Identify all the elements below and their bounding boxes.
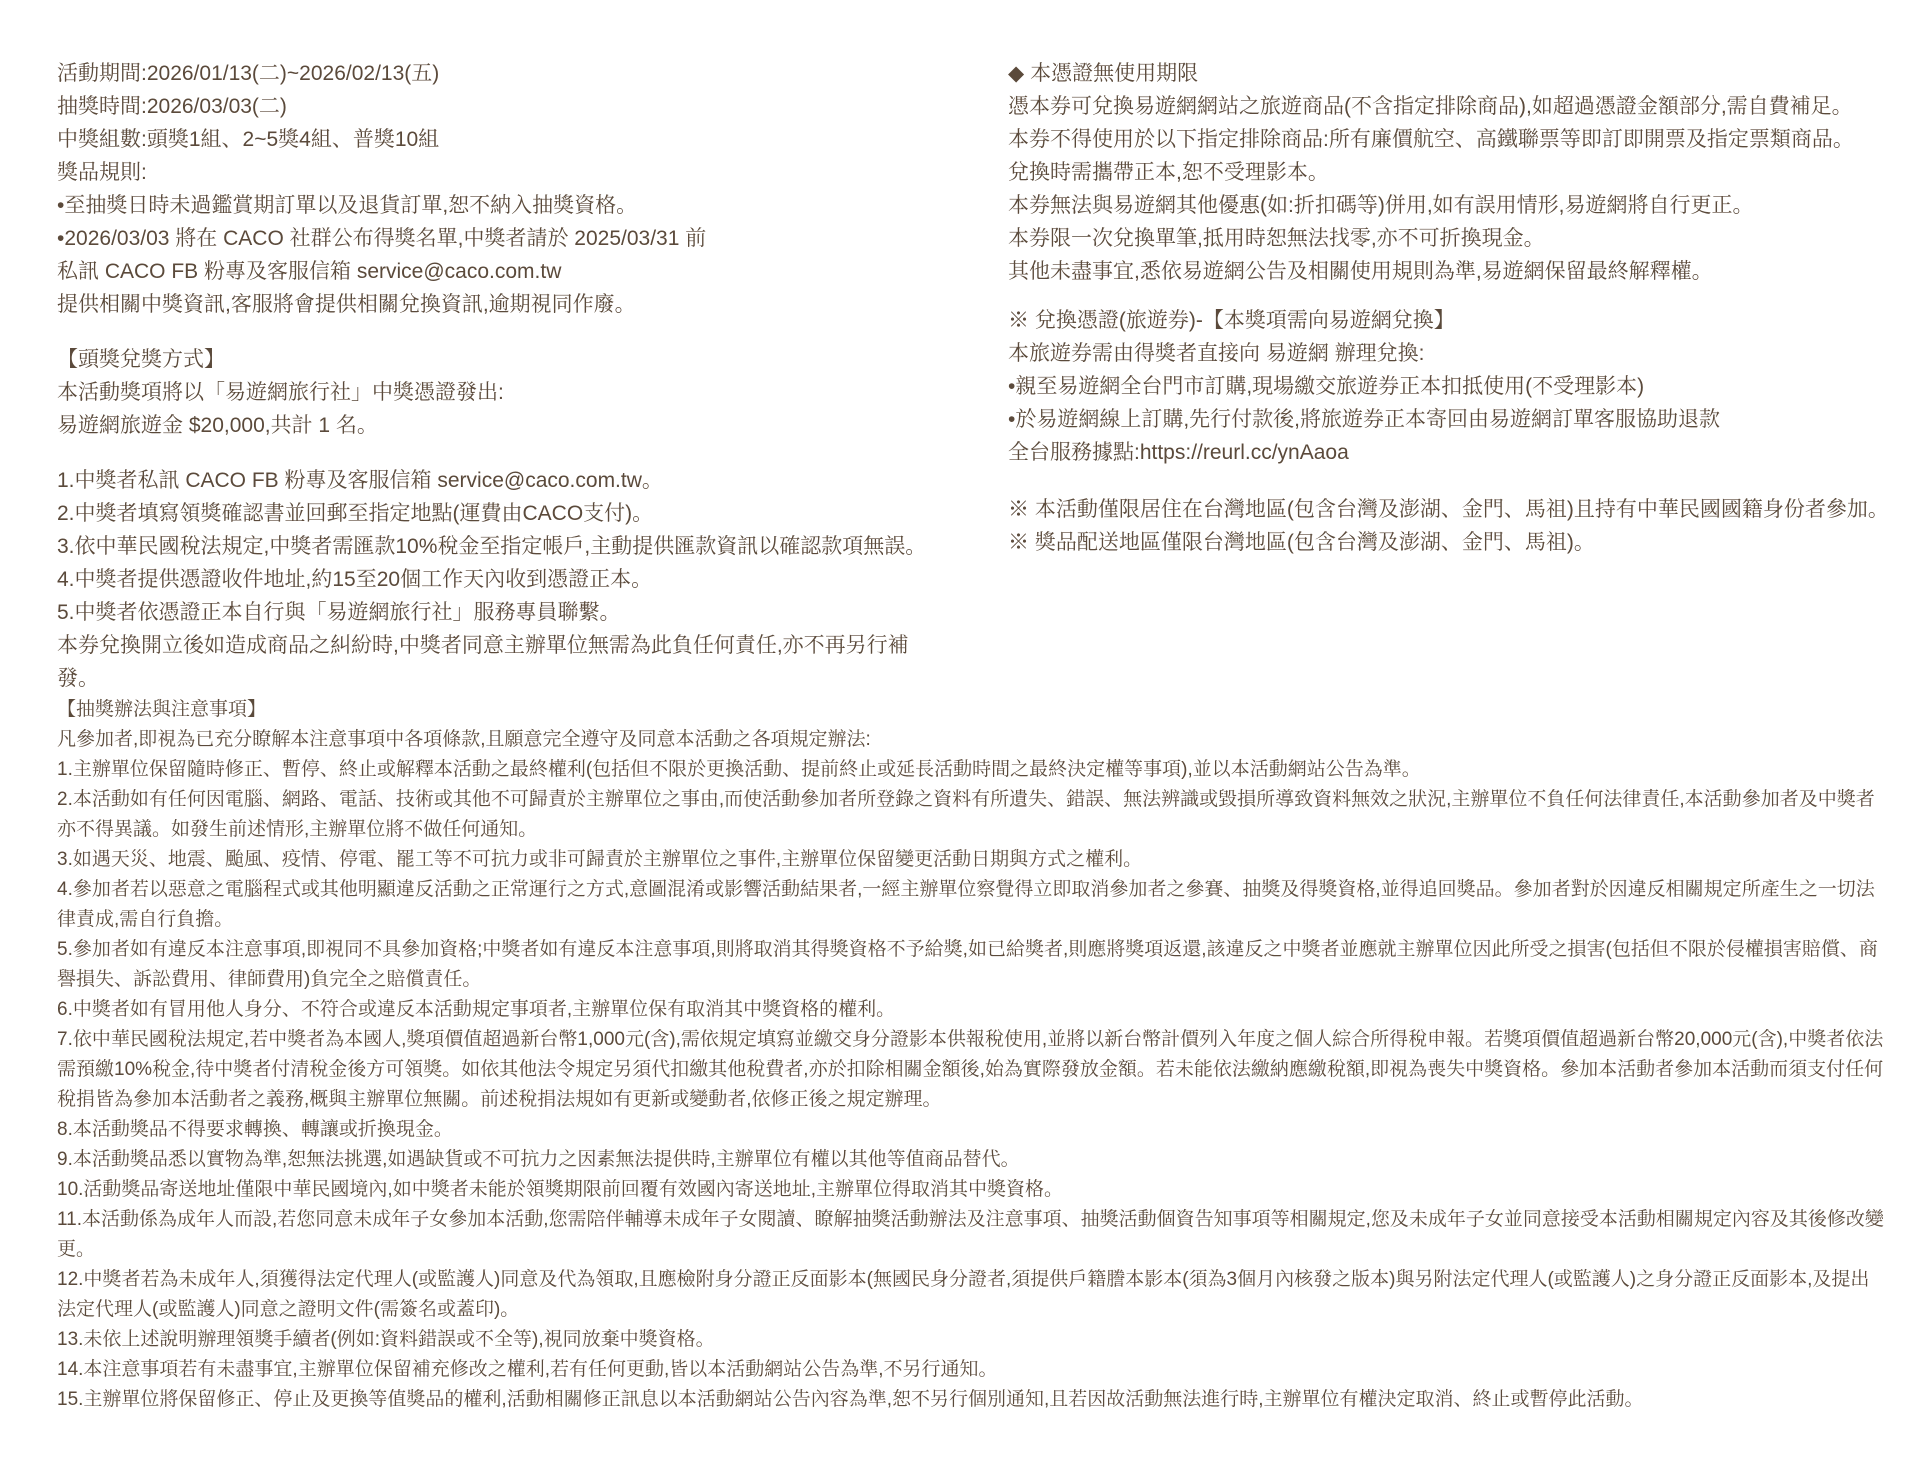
redemption-info-block xyxy=(1008,304,1913,469)
voucher-rule-line: 本券不得使用於以下指定排除商品:所有廉價航空、高鐵聯票等即訂即開票及指定票類商品。 xyxy=(1008,128,1854,151)
region-note-line: ※ 獎品配送地區僅限台灣地區(包含台灣及澎湖、金門、馬祖)。 xyxy=(1008,531,1595,554)
terms-item: 12.中獎者若為未成年人,須獲得法定代理人(或監護人)同意及代為領取,且應檢附身分證正反面影本(無國民身分證者,須提供戶籍謄本影本(須為3個月內核發之版本)與另附法定代理人(或監護人)之身分證正反面影本,及提出法定代理人(或監護人)同意之證明文件(需簽名或蓋印)。 xyxy=(57,1269,1870,1320)
region-note-line: ※ 本活動僅限居住在台灣地區(包含台灣及澎湖、金門、馬祖)且持有中華民國國籍身份者參加。 xyxy=(1008,498,1889,521)
redeem-step-line: 2.中獎者填寫領獎確認書並回郵至指定地點(運費由CACO支付)。 xyxy=(57,502,654,525)
redemption-line: 本旅遊券需由得獎者直接向 易遊網 辦理兌換: xyxy=(1008,342,1425,365)
left-column xyxy=(57,57,937,695)
terms-item: 10.活動獎品寄送地址僅限中華民國境內,如中獎者未能於領獎期限前回覆有效國內寄送地址,主辦單位得取消其中獎資格。 xyxy=(57,1179,1063,1200)
terms-item: 14.本注意事項若有未盡事宜,主辦單位保留補充修改之權利,若有任何更動,皆以本活動網站公告為準,不另行通知。 xyxy=(57,1359,998,1380)
redemption-heading: ※ 兌換憑證(旅遊券)-【本獎項需向易遊網兌換】 xyxy=(1008,309,1455,332)
redeem-step-line: 1.中獎者私訊 CACO FB 粉專及客服信箱 service@caco.com.tw。 xyxy=(57,469,663,492)
event-info-block xyxy=(57,57,937,321)
grand-prize-heading: 【頭獎兌獎方式】 xyxy=(57,348,225,371)
prize-groups-line: 中獎組數:頭獎1組、2~5獎4組、普獎10組 xyxy=(57,128,440,151)
voucher-rule-line: 憑本券可兌換易遊網網站之旅遊商品(不含指定排除商品),如超過憑證金額部分,需自費補足。 xyxy=(1008,95,1853,118)
rule-notice-line: 提供相關中獎資訊,客服將會提供相關兌換資訊,逾期視同作廢。 xyxy=(57,293,636,316)
voucher-rule-line: 其他未盡事宜,悉依易遊網公告及相關使用規則為準,易遊網保留最終解釋權。 xyxy=(1008,260,1713,283)
region-notes-block xyxy=(1008,493,1913,559)
redeem-step-line: 4.中獎者提供憑證收件地址,約15至20個工作天內收到憑證正本。 xyxy=(57,568,653,591)
diamond-bullet-icon: ◆ xyxy=(1008,62,1025,85)
terms-section xyxy=(57,695,1887,1415)
redeem-step-line: 3.依中華民國稅法規定,中獎者需匯款10%稅金至指定帳戶,主動提供匯款資訊以確認款項無誤。 xyxy=(57,535,927,558)
terms-heading: 【抽獎辦法與注意事項】 xyxy=(57,699,267,720)
event-period-line: 活動期間:2026/01/13(二)~2026/02/13(五) xyxy=(57,62,440,85)
voucher-rule-line: 本券限一次兌換單筆,抵用時恕無法找零,亦不可折換現金。 xyxy=(1008,227,1545,250)
grand-prize-block xyxy=(57,343,937,442)
terms-item: 2.本活動如有任何因電腦、網路、電話、技術或其他不可歸責於主辦單位之事由,而使活動參加者所登錄之資料有所遺失、錯誤、無法辨識或毀損所導致資料無效之狀況,主辦單位不負任何法律責任,本活動參加者及中獎者亦不得異議。如發生前述情形,主辦單位將不做任何通知。 xyxy=(57,789,1875,840)
rule-bullet-line: •至抽獎日時未過鑑賞期訂單以及退貨訂單,恕不納入抽獎資格。 xyxy=(57,194,638,217)
redemption-bullet-line: •於易遊網線上訂購,先行付款後,將旅遊券正本寄回由易遊網訂單客服協助退款 xyxy=(1008,408,1721,431)
terms-item: 1.主辦單位保留隨時修正、暫停、終止或解釋本活動之最終權利(包括但不限於更換活動、提前終止或延長活動時間之最終決定權等事項),並以本活動網站公告為準。 xyxy=(57,759,1421,780)
redeem-step-line: 5.中獎者依憑證正本自行與「易遊網旅行社」服務專員聯繫。 xyxy=(57,601,621,624)
terms-item: 11.本活動係為成年人而設,若您同意未成年子女參加本活動,您需陪伴輔導未成年子女閱讀、瞭解抽獎活動辦法及注意事項、抽獎活動個資告知事項等相關規定,您及未成年子女並同意接受本活動相關規定內容及其後修改變更。 xyxy=(57,1209,1884,1260)
terms-item: 13.未依上述說明辦理領獎手續者(例如:資料錯誤或不全等),視同放棄中獎資格。 xyxy=(57,1329,715,1350)
right-column xyxy=(1008,57,1913,559)
voucher-rule-line: 本券無法與易遊網其他優惠(如:折扣碼等)併用,如有誤用情形,易遊網將自行更正。 xyxy=(1008,194,1754,217)
service-locations-url-line: 全台服務據點:https://reurl.cc/ynAaoa xyxy=(1008,441,1349,464)
terms-intro: 凡參加者,即視為已充分瞭解本注意事項中各項條款,且願意完全遵守及同意本活動之各項規定辦法: xyxy=(57,729,871,750)
redemption-bullet-line: •親至易遊網全台門市訂購,現場繳交旅遊券正本扣抵使用(不受理影本) xyxy=(1008,375,1645,398)
terms-item: 15.主辦單位將保留修正、停止及更換等值獎品的權利,活動相關修正訊息以本活動網站公告內容為準,恕不另行個別通知,且若因故活動無法進行時,主辦單位有權決定取消、終止或暫停此活動。 xyxy=(57,1389,1644,1410)
prize-rules-label: 獎品規則: xyxy=(57,161,147,184)
voucher-rules-block xyxy=(1008,57,1913,288)
draw-time-line: 抽獎時間:2026/03/03(二) xyxy=(57,95,287,118)
grand-prize-line: 本活動獎項將以「易遊網旅行社」中獎憑證發出: xyxy=(57,381,504,404)
terms-item: 4.參加者若以惡意之電腦程式或其他明顯違反活動之正常運行之方式,意圖混淆或影響活動結果者,一經主辦單位察覺得立即取消參加者之參賽、抽獎及得獎資格,並得追回獎品。參加者對於因違反相關規定所產生之一切法律責成,需自行負擔。 xyxy=(57,879,1875,930)
redeem-steps-block xyxy=(57,464,937,695)
rule-bullet-line: •2026/03/03 將在 CACO 社群公布得獎名單,中獎者請於 2025/03/31 前 xyxy=(57,227,707,250)
terms-item: 9.本活動獎品悉以實物為準,恕無法挑選,如遇缺貨或不可抗力之因素無法提供時,主辦單位有權以其他等值商品替代。 xyxy=(57,1149,1020,1170)
terms-item: 5.參加者如有違反本注意事項,即視同不具參加資格;中獎者如有違反本注意事項,則將取消其得獎資格不予給獎,如已給獎者,則應將獎項返還,該違反之中獎者並應就主辦單位因此所受之損害(包括但不限於侵權損害賠償、商譽損失、訴訟費用、律師費用)負完全之賠償責任。 xyxy=(57,939,1878,990)
terms-item: 6.中獎者如有冒用他人身分、不符合或違反本活動規定事項者,主辦單位保有取消其中獎資格的權利。 xyxy=(57,999,896,1020)
terms-item: 7.依中華民國稅法規定,若中獎者為本國人,獎項價值超過新台幣1,000元(含),需依規定填寫並繳交身分證影本供報稅使用,並將以新台幣計價列入年度之個人綜合所得稅申報。若獎項價值超過新台幣20,000元(含),中獎者依法需預繳10%稅金,待中獎者付清稅金後方可領獎。如依其他法令規定另須代扣繳其他稅費者,亦於扣除相關金額後,始為實際發放金額。若未能依法繳納應繳稅額,即視為喪失中獎資格。參加本活動者參加本活動而須支付任何稅捐皆為參加本活動者之義務,概與主辦單位無關。前述稅捐法規如有更新或變動者,依修正後之規定辦理。 xyxy=(57,1029,1884,1110)
grand-prize-line: 易遊網旅遊金 $20,000,共計 1 名。 xyxy=(57,414,378,437)
rule-contact-line: 私訊 CACO FB 粉專及客服信箱 service@caco.com.tw xyxy=(57,260,562,283)
terms-item: 3.如遇天災、地震、颱風、疫情、停電、罷工等不可抗力或非可歸責於主辦單位之事件,主辦單位保留變更活動日期與方式之權利。 xyxy=(57,849,1143,870)
voucher-heading: 本憑證無使用期限 xyxy=(1030,62,1199,85)
voucher-heading-line xyxy=(1008,57,1913,90)
redeem-disclaimer-line: 本券兌換開立後如造成商品之糾紛時,中獎者同意主辦單位無需為此負任何責任,亦不再另行補發。 xyxy=(57,634,909,690)
voucher-rule-line: 兌換時需攜帶正本,恕不受理影本。 xyxy=(1008,161,1329,184)
terms-item: 8.本活動獎品不得要求轉換、轉讓或折換現金。 xyxy=(57,1119,453,1140)
